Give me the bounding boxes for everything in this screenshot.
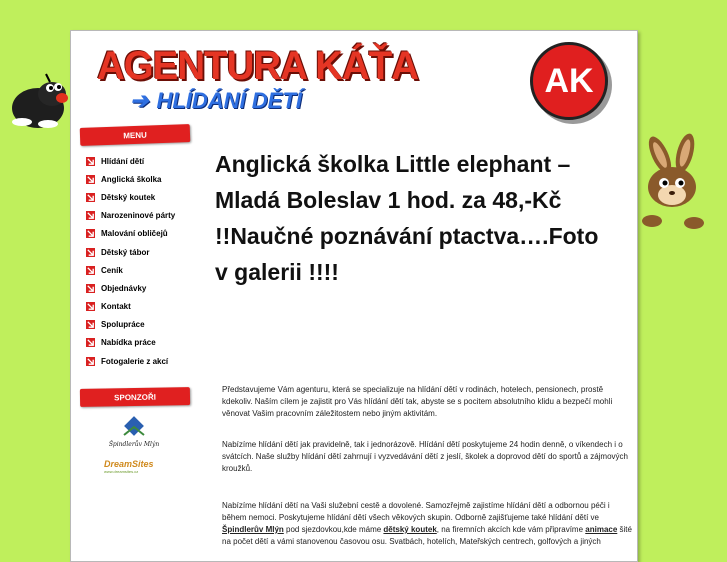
details-text: , na firemních akcích kde vám připravíme xyxy=(436,525,586,534)
sidebar-item-label: Dětský tábor xyxy=(101,247,150,257)
subtitle-text: HLÍDÁNÍ DĚTÍ xyxy=(156,88,302,113)
sidebar-item-label: Dětský koutek xyxy=(101,192,156,202)
red-arrow-bullet-icon xyxy=(86,175,95,184)
mole-mascot-icon xyxy=(0,70,72,130)
sidebar-item-label: Ceník xyxy=(101,265,123,275)
arrow-right-icon: ➔ xyxy=(130,88,149,113)
red-arrow-bullet-icon xyxy=(86,248,95,257)
sidebar-item-label: Spolupráce xyxy=(101,320,145,330)
detsky-koutek-link[interactable]: dětský koutek xyxy=(383,525,437,534)
sidebar-item-narozeninove-party[interactable] xyxy=(86,207,175,225)
spindleruv-mlyn-link[interactable]: Špindlerův Mlýn xyxy=(222,525,284,534)
sidebar-item-label: Anglická školka xyxy=(101,174,162,184)
sidebar-item-label: Fotogalerie z akcí xyxy=(101,356,169,366)
site-logo-subtitle[interactable] xyxy=(130,88,302,114)
red-arrow-bullet-icon xyxy=(86,302,95,311)
red-arrow-bullet-icon xyxy=(86,229,95,238)
sidebar-item-kontakt[interactable] xyxy=(86,298,175,316)
sidebar-item-detsky-tabor[interactable] xyxy=(86,243,175,261)
spindleruv-mlyn-logo-icon[interactable] xyxy=(108,417,160,457)
red-arrow-bullet-icon xyxy=(86,266,95,275)
sidebar-item-hlidani-deti[interactable] xyxy=(86,152,175,170)
red-arrow-bullet-icon xyxy=(86,157,95,166)
sidebar-item-fotogalerie[interactable] xyxy=(86,352,175,370)
sponsor-name: Špindlerův Mlýn xyxy=(108,441,160,448)
red-arrow-bullet-icon xyxy=(86,193,95,202)
animace-link[interactable]: animace xyxy=(585,525,618,534)
sidebar-item-label: Nabídka práce xyxy=(101,338,156,348)
intro-paragraph: Představujeme Vám agenturu, která se specializuje na hlídání dětí v rodinách, hotelech, pensionech, prostě kdekoliv. Naším cílem je zajistit pro Vás hlídání dětí tak, abyste se s pocitem absolutního klidu a bezpečí mohli věnovat Vašim pracovním záležitostem nebo jiným aktivitám. xyxy=(222,385,613,418)
details-text: Nabízíme hlídání dětí na Vaši služební cestě a dovolené. Samozřejmě zajistíme hlídání dětí a odbornou péči i během nemoci. Poskytujeme hlídání dětí všech věkových skupin. Odborně zajišťujeme také hlídání dětí ve xyxy=(222,501,610,522)
site-logo-title[interactable]: AGENTURA KÁŤA xyxy=(97,44,419,88)
ak-logo-badge[interactable]: AK xyxy=(530,42,608,120)
sidebar-item-cenik[interactable] xyxy=(86,261,175,279)
sponsor-tagline: www.dreamsites.cz xyxy=(104,469,139,474)
red-arrow-bullet-icon xyxy=(86,357,95,366)
sponsor-name: DreamSites xyxy=(104,459,154,469)
page-title: Anglická školka Little elephant – Mladá Boleslav 1 hod. za 48,-Kč !!Naučné poznávání ptactva….Foto v galerii !!!! xyxy=(215,151,599,285)
sidebar-item-malovani-obliceju[interactable] xyxy=(86,225,175,243)
sponsors-ribbon: SPONZOŘI xyxy=(80,387,190,407)
services-paragraph: Nabízíme hlídání dětí jak pravidelně, tak i jednorázově. Hlídání dětí poskytujeme 24 hodin denně, o víkendech i o svátcích. Naše služby hlídání dětí zahrnují i vyzvedávání dětí z jeslí, školek a doprovod dětí do sportů a zájmových kroužků. xyxy=(222,440,628,473)
menu-ribbon: MENU xyxy=(80,124,191,146)
sidebar-item-label: Hlídání dětí xyxy=(101,156,145,166)
details-paragraph xyxy=(222,500,632,548)
sidebar-item-objednavky[interactable] xyxy=(86,279,175,297)
red-arrow-bullet-icon xyxy=(86,320,95,329)
red-arrow-bullet-icon xyxy=(86,338,95,347)
sidebar-item-spoluprace[interactable] xyxy=(86,316,175,334)
sidebar-item-label: Kontakt xyxy=(101,302,131,312)
sidebar-item-anglicka-skolka[interactable] xyxy=(86,170,175,188)
details-text: šité na počet dětí a vámi stanovenou časovou osu. Svatbách, hotelích, Mateřských centrech, golfových a jiných xyxy=(222,525,632,546)
sidebar-item-label: Malování obličejů xyxy=(101,229,168,239)
sidebar-menu xyxy=(86,152,175,370)
sidebar-item-detsky-koutek[interactable] xyxy=(86,188,175,206)
sidebar-item-nabidka-prace[interactable] xyxy=(86,334,175,352)
sidebar-item-label: Objednávky xyxy=(101,283,147,293)
rabbit-mascot-icon xyxy=(630,135,727,235)
dreamsites-logo[interactable] xyxy=(104,459,166,483)
sidebar-item-label: Narozeninové párty xyxy=(101,211,176,221)
red-arrow-bullet-icon xyxy=(86,211,95,220)
red-arrow-bullet-icon xyxy=(86,284,95,293)
details-text: pod sjezdovkou,kde máme xyxy=(283,525,384,534)
